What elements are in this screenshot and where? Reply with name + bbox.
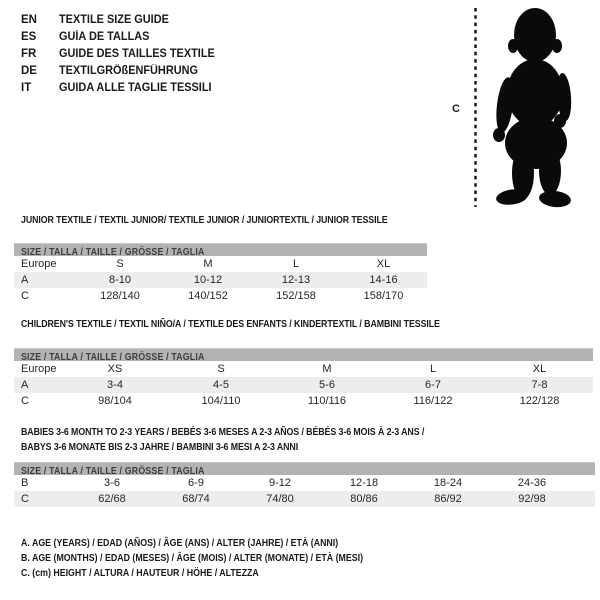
size-header-band (14, 243, 427, 256)
size-header-text: SIZE / TALLA / TAILLE / GRÖSSE / TAGLIA (21, 352, 205, 363)
children-table (14, 361, 593, 409)
height-cell: 158/170 (363, 290, 404, 302)
height-cell: 122/128 (519, 395, 560, 407)
children-size-table (14, 348, 593, 409)
height-cell: 128/140 (100, 290, 140, 302)
language-code: FR (21, 48, 37, 60)
toddler-silhouette-icon (450, 5, 580, 210)
footnote-age-years: A. AGE (YEARS) / EDAD (AÑOS) / ÂGE (ANS) / ALTER (JAHRE) / ETÀ (ANNI) (21, 537, 339, 549)
row-label: C (21, 395, 29, 407)
size-cell: L (429, 363, 437, 375)
height-cell: 86/92 (434, 493, 462, 505)
size-cell: S (217, 363, 225, 375)
size-cell: XL (376, 258, 391, 270)
language-row-de (21, 63, 223, 80)
row-label: A (21, 274, 29, 286)
language-code: DE (21, 65, 37, 77)
language-title: GUIDE DES TAILLES TEXTILE (59, 48, 215, 60)
height-cell: 98/104 (98, 395, 132, 407)
row-label: C (21, 493, 29, 505)
height-cell: 140/152 (188, 290, 228, 302)
footnote-age-months: B. AGE (MONTHS) / EDAD (MESES) / ÂGE (MOIS) / ALTER (MONATE) / ETÀ (MESI) (21, 552, 364, 564)
table-row-height (14, 288, 427, 304)
language-code: ES (21, 31, 37, 43)
age-cell: 6-9 (188, 477, 204, 489)
spacer-cell (574, 475, 595, 491)
language-row-fr (21, 46, 223, 63)
age-cell: 8-10 (108, 274, 132, 286)
language-title-list (21, 12, 223, 97)
age-cell: 7-8 (531, 379, 548, 391)
babies-title-line1: BABIES 3-6 MONTH TO 2-3 YEARS / BEBÉS 3-6 MESES A 2-3 AÑOS / BÉBÉS 3-6 MOIS À 2-3 ANS / (21, 426, 425, 438)
age-cell: 3-6 (104, 477, 120, 489)
size-header-band (14, 348, 593, 361)
row-label: B (21, 477, 29, 489)
table-row-height (14, 393, 593, 409)
height-cell: 116/122 (413, 395, 453, 407)
height-cell: 110/116 (307, 395, 347, 407)
table-row-height (14, 491, 595, 507)
language-code: EN (21, 14, 37, 26)
babies-size-table (14, 462, 595, 507)
language-title: TEXTILGRÖßENFÜHRUNG (59, 65, 198, 77)
junior-table (14, 256, 427, 304)
age-cell: 24-36 (517, 477, 547, 489)
height-cell: 62/68 (98, 493, 126, 505)
spacer-cell (574, 491, 595, 507)
age-cell: 3-4 (107, 379, 123, 391)
row-label: A (21, 379, 29, 391)
age-cell: 5-6 (319, 379, 335, 391)
language-row-es (21, 29, 223, 46)
row-label: Europe (21, 258, 57, 270)
table-row-age (14, 272, 427, 288)
age-cell: 10-12 (193, 274, 223, 286)
age-cell: 14-16 (369, 274, 398, 286)
children-table-title: CHILDREN'S TEXTILE / TEXTIL NIÑO/A / TEXTILE DES ENFANTS / KINDERTEXTIL / BAMBINI TESSILE (21, 318, 440, 330)
height-cell: 152/158 (276, 290, 316, 302)
size-cell: M (322, 363, 332, 375)
age-cell: 4-5 (213, 379, 229, 391)
height-cell: 68/74 (182, 493, 210, 505)
babies-title-line2: BABYS 3-6 MONATE BIS 2-3 JAHRE / BAMBINI 3-6 MESI A 2-3 ANNI (21, 441, 299, 453)
language-title: GUÍA DE TALLAS (59, 31, 150, 43)
height-cell: 92/98 (518, 493, 546, 505)
size-cell: L (292, 258, 300, 270)
table-row-age (14, 377, 593, 393)
language-title: GUIDA ALLE TAGLIE TESSILI (59, 82, 212, 94)
height-cell: 104/110 (201, 395, 241, 407)
footnote-height: C. (cm) HEIGHT / ALTURA / HAUTEUR / HÖHE / ALTEZZA (21, 567, 259, 579)
junior-size-table (14, 243, 427, 304)
age-cell: 18-24 (433, 477, 463, 489)
language-row-it (21, 80, 223, 97)
size-cell: XL (532, 363, 547, 375)
size-cell: XS (107, 363, 123, 375)
language-title: TEXTILE SIZE GUIDE (59, 14, 169, 26)
row-label: C (21, 290, 29, 302)
size-header-band (14, 462, 595, 475)
legend-footnotes (21, 536, 428, 581)
height-measure-label: C (452, 103, 460, 115)
age-cell: 9-12 (268, 477, 292, 489)
age-cell: 6-7 (425, 379, 441, 391)
age-cell: 12-13 (281, 274, 311, 286)
height-cell: 80/86 (350, 493, 378, 505)
babies-table (14, 475, 595, 507)
size-cell: S (116, 258, 124, 270)
size-header-text: SIZE / TALLA / TAILLE / GRÖSSE / TAGLIA (21, 466, 205, 477)
height-cell: 74/80 (266, 493, 294, 505)
age-cell: 12-18 (349, 477, 379, 489)
row-label: Europe (21, 363, 57, 375)
junior-table-title: JUNIOR TEXTILE / TEXTIL JUNIOR/ TEXTILE JUNIOR / JUNIORTEXTIL / JUNIOR TESSILE (21, 214, 388, 226)
size-header-text: SIZE / TALLA / TAILLE / GRÖSSE / TAGLIA (21, 247, 205, 258)
size-cell: M (203, 258, 213, 270)
language-row-en (21, 12, 223, 29)
language-code: IT (21, 82, 32, 94)
babies-table-title (21, 425, 424, 455)
toddler-silhouette-shape (493, 8, 573, 209)
